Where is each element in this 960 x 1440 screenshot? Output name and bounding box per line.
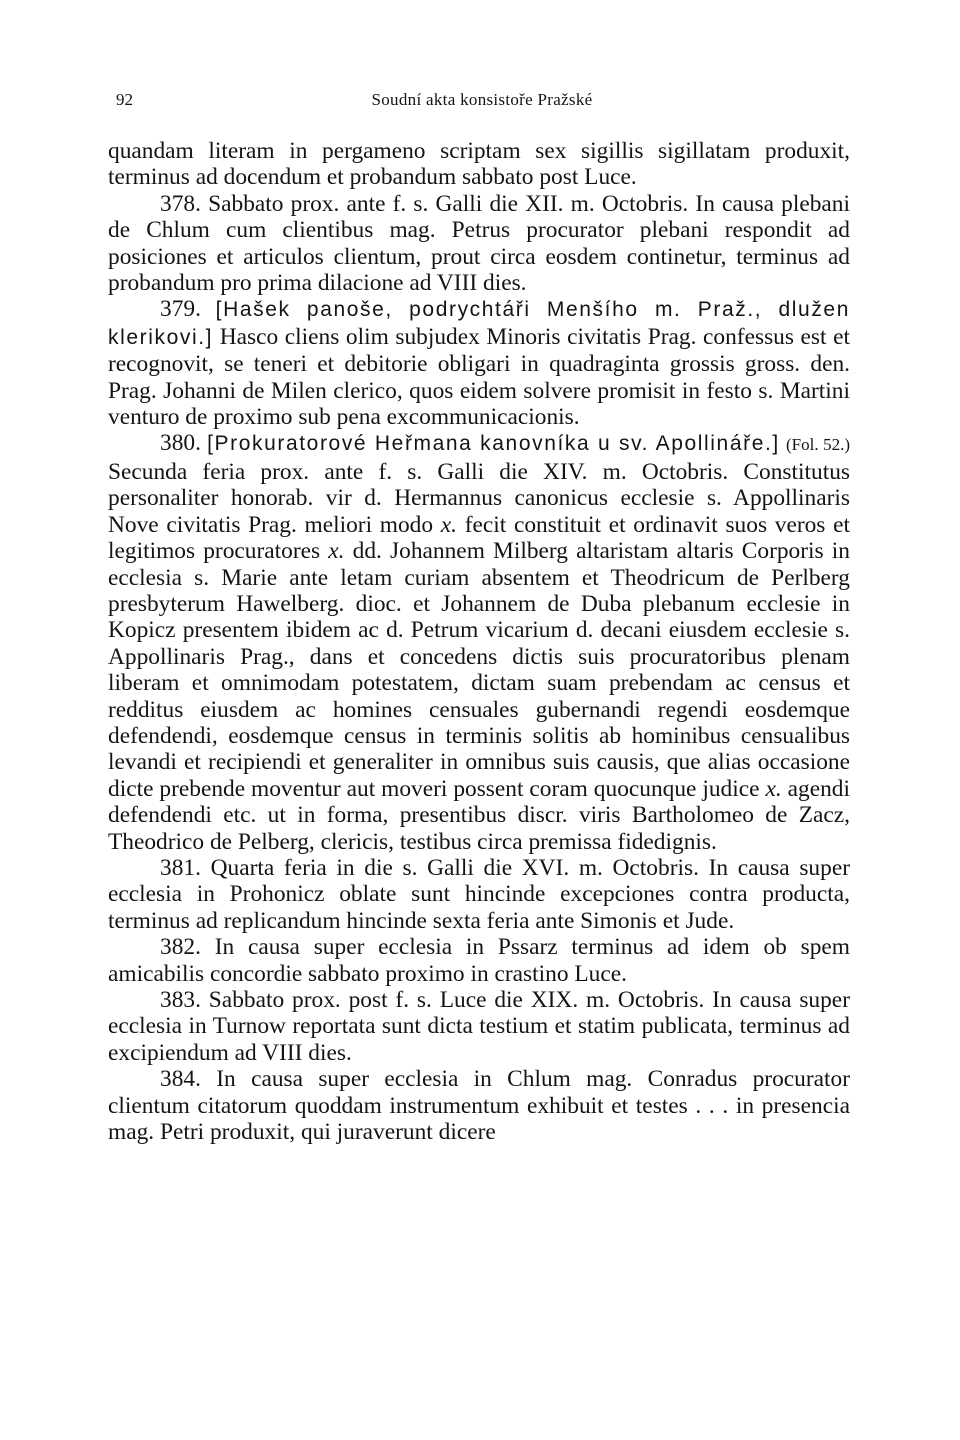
entry-number: 382. bbox=[160, 934, 201, 961]
abbreviation-x: x. bbox=[328, 538, 345, 565]
entry-382 bbox=[108, 934, 850, 987]
entry-number: 384. bbox=[160, 1066, 201, 1093]
page-number: 92 bbox=[116, 90, 133, 109]
body-text bbox=[108, 138, 850, 1145]
entry-378 bbox=[108, 191, 850, 297]
entry-number: 381. bbox=[160, 854, 201, 881]
entry-381 bbox=[108, 855, 850, 934]
entry-384 bbox=[108, 1066, 850, 1145]
entry-text: Sabbato prox. ante f. s. Galli die XII. m. Octobris. In causa plebani de Chlum cum clientibus mag. Petrus procurator plebani respondit ad posiciones et articulos clientum, prout circa eosdem continetur, terminus ad probandum pro prima dilacione ad VIII dies. bbox=[108, 190, 850, 297]
running-title: Soudní akta konsistoře Pražské bbox=[371, 90, 593, 109]
paragraph-continuation bbox=[108, 138, 850, 191]
paragraph-text: quandam literam in pergameno scriptam sex sigillis sigillatam produxit, terminus ad docendum et probandum sabbato post Luce. bbox=[108, 138, 850, 191]
entry-heading: [Prokuratorové Heřmana kanovníka u sv. Apollináře.] bbox=[207, 432, 780, 456]
entry-number: 379. bbox=[160, 296, 201, 323]
entry-text: Sabbato prox. post f. s. Luce die XIX. m. Octobris. In causa super ecclesia in Turnow reportata sunt dicta testium et statim publicata, terminus ad excipiendum ad VIII dies. bbox=[108, 987, 850, 1066]
abbreviation-x: x. bbox=[440, 511, 458, 538]
entry-383 bbox=[108, 987, 850, 1066]
folio-reference: (Fol. 52.) bbox=[785, 435, 850, 455]
entry-text: fecit constituit et ordinavit suos veros et legitimos procuratores bbox=[108, 511, 850, 565]
entry-text: dd. Johannem Milberg altaristam altaris Corporis in ecclesia s. Marie ante letam curiam absentem et Theodricum de Perlberg presbyterum Hawelberg. dioc. et Johannem de Duba plebanum ecclesie in Kopicz presentem ibidem ac d. Petrum vicarium d. decani eiusdem ecclesie s. Appollinaris Prag., dans et concedens dictis suis procuratoribus plenam liberam et omnimodam potestatem, dictam suam prebendam ac census et redditus eiusdem ac homines censuales gubernandi regendi eosdemque defendendi, eosdemque census in terminis solitis ab hominibus censualibus levandi et recipiendi et generaliter in omnibus suis causis, que alias occasione dicte prebende moventur aut moveri possent coram quocunque judice bbox=[108, 538, 850, 802]
entry-number: 378. bbox=[160, 190, 201, 217]
entry-text: In causa super ecclesia in Pssarz terminus ad idem ob spem amicabilis concordie sabbato proximo in crastino Luce. bbox=[108, 934, 850, 987]
entry-number: 380. bbox=[160, 430, 201, 457]
entry-text: Secunda feria prox. ante f. s. Galli die XIV. m. Octobris. Constitutus personaliter honorab. vir d. Hermannus canonicus ecclesie s. Appollinaris Nove civitatis Prag. meliori modo bbox=[108, 458, 850, 538]
entry-text: agendi defendendi etc. ut in forma, presentibus discr. viris Bartholomeo de Zacz, Theodrico de Pelberg, clericis, testibus circa premissa fidedignis. bbox=[108, 775, 850, 855]
entry-number: 383. bbox=[160, 987, 201, 1013]
entry-380 bbox=[108, 430, 850, 855]
entry-text: Quarta feria in die s. Galli die XVI. m. Octobris. In causa super ecclesia in Prohonicz oblate sunt hincinde excepciones contra producta, terminus ad replicandum hincinde sexta feria ante Simonis et Jude. bbox=[108, 854, 850, 934]
page-header bbox=[116, 88, 848, 118]
entry-text: In causa super ecclesia in Chlum mag. Conradus procurator clientum citatorum quoddam instrumentum exhibuit et testes . . . in presencia mag. Petri produxit, qui juraverunt dicere bbox=[108, 1066, 850, 1146]
entry-379 bbox=[108, 296, 850, 430]
entry-text: Hasco cliens olim subjudex Minoris civitatis Prag. confessus est et recognovit, se teneri et debitorie obligari in quadraginta grossis gross. den. Prag. Johanni de Milen clerico, quos eidem solvere promisit in festo s. Martini venturo de proximo sub pena excommunicacionis. bbox=[108, 323, 850, 431]
entry-heading: [Hašek panoše, podrychtáři Menšího m. Praž., dlužen klerikovi.] bbox=[108, 298, 850, 349]
abbreviation-x: x. bbox=[765, 775, 782, 802]
